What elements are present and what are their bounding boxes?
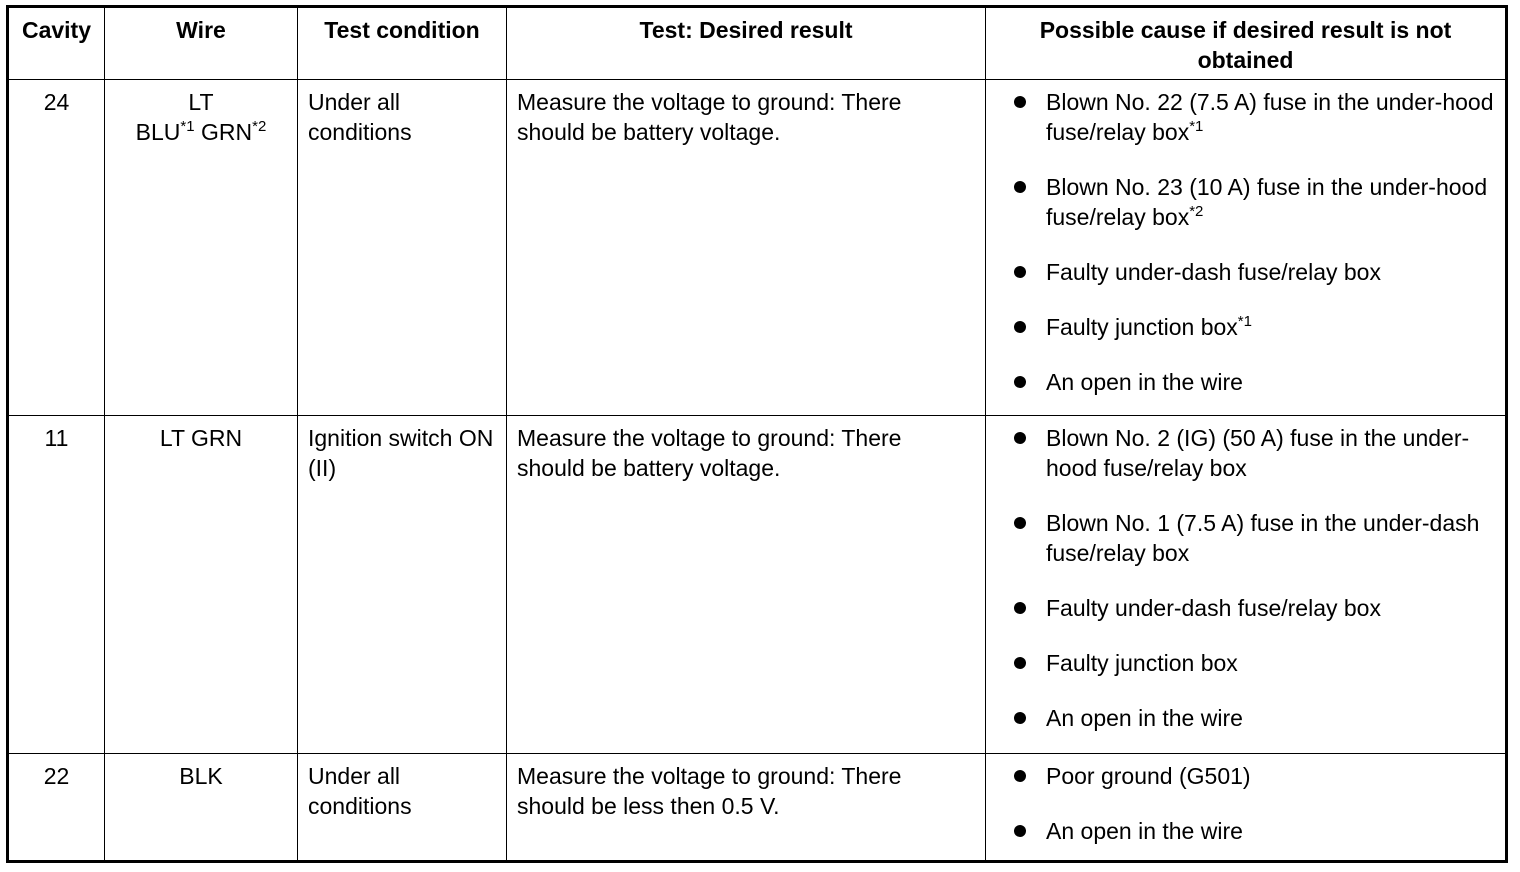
wire-cell bbox=[105, 80, 298, 416]
cause-text: An open in the wire bbox=[1046, 705, 1243, 732]
footnote-marker: *2 bbox=[1189, 203, 1204, 220]
wire-color: BLK bbox=[179, 762, 223, 789]
cause-text: Faulty under-dash fuse/relay box bbox=[1046, 595, 1381, 622]
table-header bbox=[8, 7, 1507, 80]
cause-text: Blown No. 22 (7.5 A) fuse in the under-hood fuse/relay box bbox=[1046, 89, 1494, 145]
table-row bbox=[8, 80, 1507, 416]
bullet-icon bbox=[1014, 602, 1026, 614]
list-item bbox=[996, 593, 1495, 623]
bullet-icon bbox=[1014, 321, 1026, 333]
cause-text: An open in the wire bbox=[1046, 817, 1243, 844]
cause-text: Faulty junction box bbox=[1046, 314, 1238, 340]
cavity-value: 11 bbox=[44, 425, 69, 452]
list-item bbox=[996, 703, 1495, 733]
cause-list bbox=[996, 423, 1495, 733]
cavity-value: 22 bbox=[43, 762, 70, 789]
table-row bbox=[8, 416, 1507, 753]
header-possible-cause: Possible cause if desired result is not obtained bbox=[986, 7, 1507, 80]
list-item bbox=[996, 87, 1495, 147]
footnote-marker: *2 bbox=[252, 118, 267, 135]
list-item bbox=[996, 367, 1495, 397]
header-cavity: Cavity bbox=[8, 7, 105, 80]
footnote-marker: *1 bbox=[1189, 118, 1204, 135]
wire-cell bbox=[105, 416, 298, 753]
bullet-icon bbox=[1014, 770, 1026, 782]
wire-color-line1: LT bbox=[188, 89, 214, 115]
cause-list bbox=[996, 87, 1495, 397]
possible-cause-cell bbox=[986, 416, 1507, 753]
cavity-cell bbox=[8, 80, 105, 416]
bullet-icon bbox=[1014, 96, 1026, 108]
bullet-icon bbox=[1014, 181, 1026, 193]
header-test-condition: Test condition bbox=[298, 7, 507, 80]
list-item bbox=[996, 816, 1495, 846]
cause-text: Blown No. 1 (7.5 A) fuse in the under-dash fuse/relay box bbox=[1046, 510, 1480, 567]
cavity-value: 24 bbox=[43, 89, 70, 115]
test-condition-cell bbox=[298, 416, 507, 753]
footnote-marker: *1 bbox=[180, 118, 195, 135]
cause-text: An open in the wire bbox=[1046, 369, 1243, 395]
wire-color-blu: BLU bbox=[135, 119, 181, 145]
bullet-icon bbox=[1014, 825, 1026, 837]
cavity-cell bbox=[8, 416, 105, 753]
cavity-cell bbox=[8, 753, 105, 861]
cause-text: Poor ground (G501) bbox=[1046, 762, 1251, 789]
possible-cause-cell bbox=[986, 80, 1507, 416]
cause-text: Blown No. 23 (10 A) fuse in the under-hood fuse/relay box bbox=[1046, 174, 1488, 230]
list-item bbox=[996, 172, 1495, 232]
bullet-icon bbox=[1014, 517, 1026, 529]
desired-result-cell bbox=[507, 80, 986, 416]
list-item bbox=[996, 761, 1495, 791]
wire-cell bbox=[105, 753, 298, 861]
header-row bbox=[8, 7, 1507, 80]
wire-color: LT GRN bbox=[159, 425, 243, 452]
bullet-icon bbox=[1014, 376, 1026, 388]
test-condition-text: Under all conditions bbox=[308, 762, 412, 819]
test-condition-text: Ignition switch ON (II) bbox=[308, 425, 494, 482]
footnote-marker: *1 bbox=[1237, 313, 1252, 330]
cause-list bbox=[996, 761, 1495, 846]
cause-text: Faulty under-dash fuse/relay box bbox=[1046, 259, 1381, 285]
bullet-icon bbox=[1014, 712, 1026, 724]
list-item bbox=[996, 648, 1495, 678]
cause-text: Faulty junction box bbox=[1046, 650, 1238, 677]
list-item bbox=[996, 312, 1495, 342]
wire-color-grn: GRN bbox=[201, 119, 253, 145]
bullet-icon bbox=[1014, 432, 1026, 444]
desired-result-text: Measure the voltage to ground: There should be battery voltage. bbox=[517, 89, 902, 145]
list-item bbox=[996, 257, 1495, 287]
bullet-icon bbox=[1014, 266, 1026, 278]
desired-result-text: Measure the voltage to ground: There should be less then 0.5 V. bbox=[517, 762, 902, 819]
test-condition-cell bbox=[298, 80, 507, 416]
test-condition-text: Under all conditions bbox=[308, 89, 412, 145]
table-row bbox=[8, 753, 1507, 861]
possible-cause-cell bbox=[986, 753, 1507, 861]
header-desired-result: Test: Desired result bbox=[507, 7, 986, 80]
desired-result-text: Measure the voltage to ground: There should be battery voltage. bbox=[517, 425, 902, 482]
desired-result-cell bbox=[507, 753, 986, 861]
list-item bbox=[996, 508, 1495, 568]
desired-result-cell bbox=[507, 416, 986, 753]
cause-text: Blown No. 2 (IG) (50 A) fuse in the under-hood fuse/relay box bbox=[1046, 425, 1470, 482]
bullet-icon bbox=[1014, 657, 1026, 669]
connector-test-table bbox=[6, 5, 1508, 863]
test-condition-cell bbox=[298, 753, 507, 861]
list-item bbox=[996, 423, 1495, 483]
header-wire: Wire bbox=[105, 7, 298, 80]
